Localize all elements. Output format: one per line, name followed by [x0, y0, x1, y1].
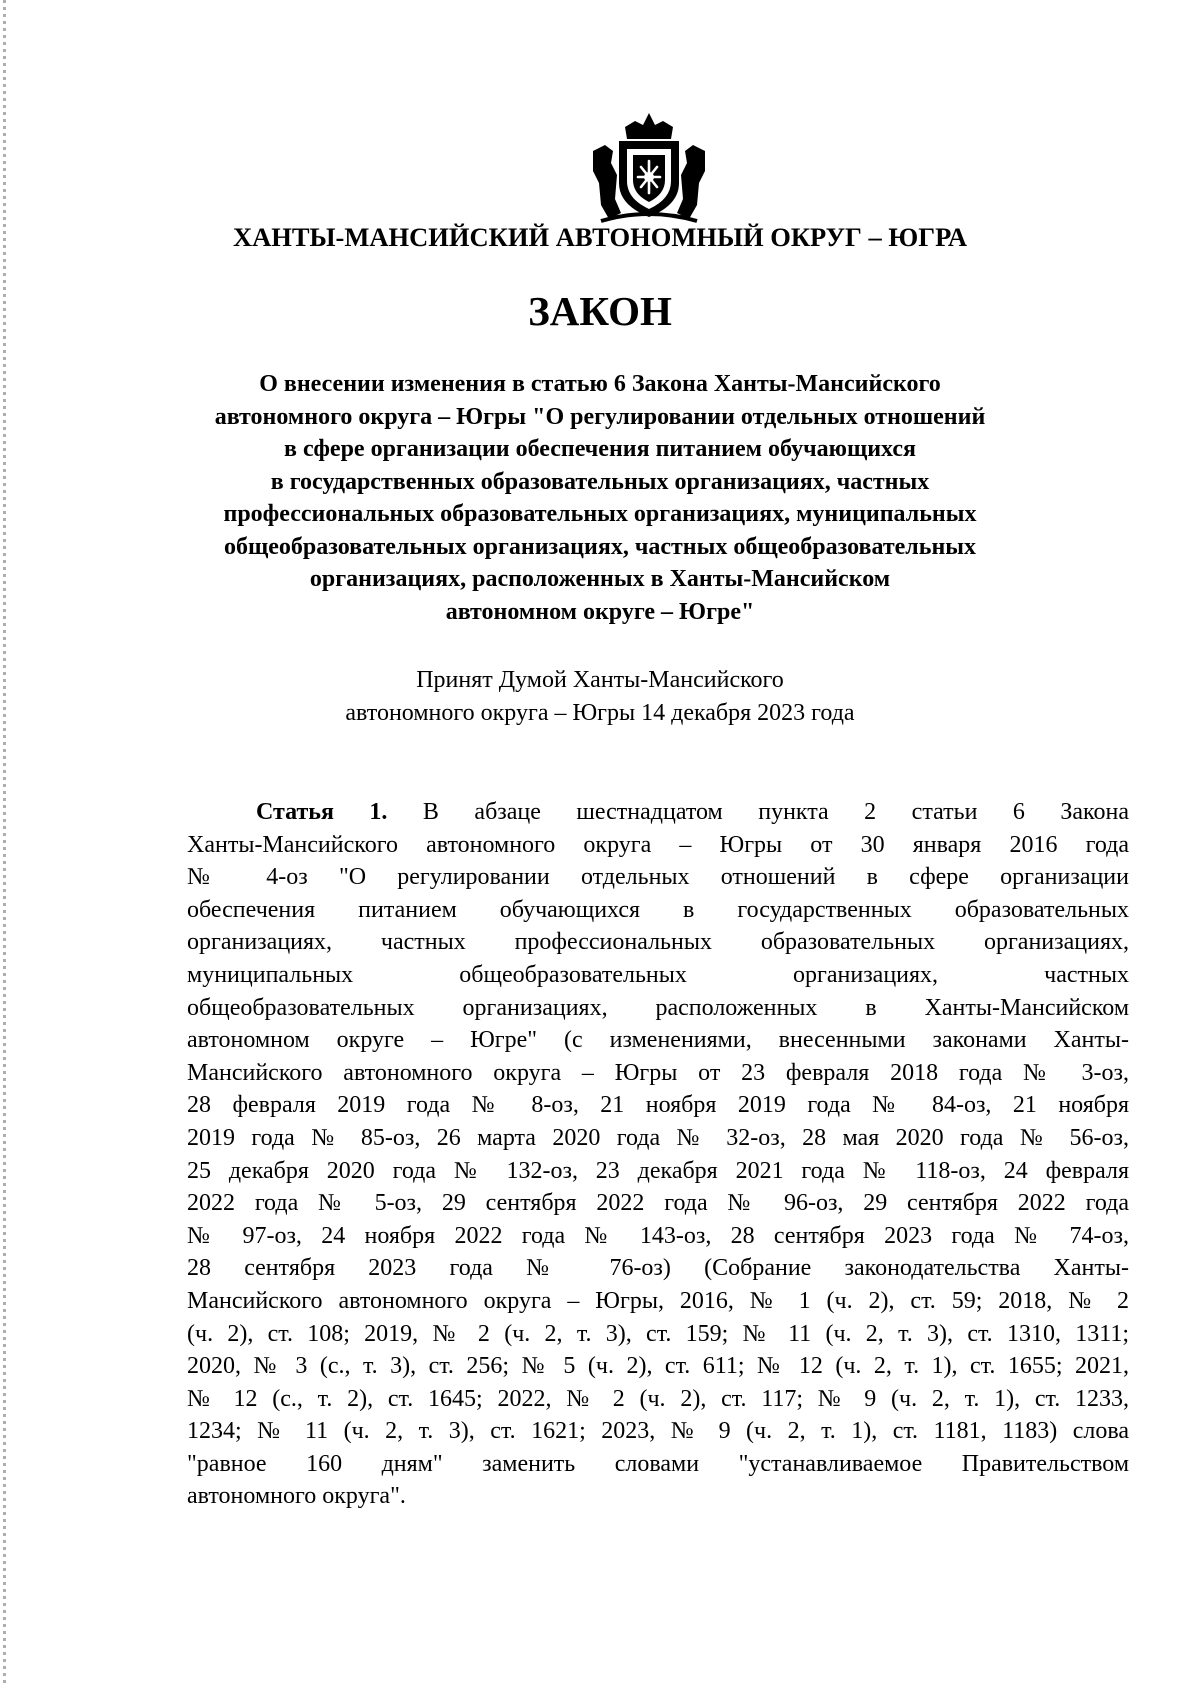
- article-line: общеобразовательных организациях, расположенных в Ханты-Мансийском: [187, 994, 1129, 1021]
- article-line: 2020, № 3 (с., т. 3), ст. 256; № 5 (ч. 2), ст. 611; № 12 (ч. 2, т. 1), ст. 1655; 2021,: [187, 1353, 1129, 1380]
- article-line: № 4-оз "О регулировании отдельных отношений в сфере организации: [187, 864, 1129, 891]
- adoption-note-line: Принят Думой Ханты-Мансийского: [416, 667, 784, 693]
- article-line: автономном округе – Югре" (с изменениями, внесенными законами Ханты-: [187, 1027, 1129, 1054]
- article-line: Ханты-Мансийского автономного округа – Югры от 30 января 2016 года: [187, 831, 1129, 858]
- article-line: 2022 года № 5-оз, 29 сентября 2022 года № 96-оз, 29 сентября 2022 года: [187, 1190, 1129, 1217]
- article-line: № 12 (с., т. 2), ст. 1645; 2022, № 2 (ч. 2), ст. 117; № 9 (ч. 2, т. 1), ст. 1233,: [187, 1385, 1129, 1412]
- region-heading: ХАНТЫ-МАНСИЙСКИЙ АВТОНОМНЫЙ ОКРУГ – ЮГРА: [232, 222, 968, 252]
- article-line: "равное 160 дням" заменить словами "устанавливаемое Правительством: [187, 1450, 1129, 1477]
- adoption-note-line: автономного округа – Югры 14 декабря 2023 года: [345, 700, 855, 726]
- article-line: муниципальных общеобразовательных организациях, частных: [187, 961, 1129, 988]
- article-1: [187, 796, 1129, 1513]
- law-title-line: общеобразовательных организациях, частных общеобразовательных: [223, 533, 977, 560]
- law-title-line: автономного округа – Югры "О регулировании отдельных отношений: [214, 403, 986, 430]
- law-title-line: в государственных образовательных организациях, частных: [270, 468, 930, 495]
- law-title: [150, 368, 1050, 628]
- article-line: № 97-оз, 24 ноября 2022 года № 143-оз, 28 сентября 2023 года № 74-оз,: [187, 1222, 1129, 1249]
- article-line: Мансийского автономного округа – Югры, 2016, № 1 (ч. 2), ст. 59; 2018, № 2: [187, 1287, 1129, 1314]
- article-line: 1234; № 11 (ч. 2, т. 3), ст. 1621; 2023, № 9 (ч. 2, т. 1), ст. 1181, 1183) слова: [187, 1418, 1129, 1445]
- article-line: 28 сентября 2023 года № 76-оз) (Собрание законодательства Ханты-: [187, 1255, 1129, 1282]
- article-line: 28 февраля 2019 года № 8-оз, 21 ноября 2019 года № 84-оз, 21 ноября: [187, 1092, 1129, 1119]
- coat-of-arms-icon: [578, 101, 720, 227]
- article-line: 25 декабря 2020 года № 132-оз, 23 декабря 2021 года № 118-оз, 24 февраля: [187, 1157, 1129, 1184]
- law-title-line: в сфере организации обеспечения питанием обучающихся: [284, 436, 916, 462]
- article-label: Статья 1.: [256, 799, 388, 825]
- document-type-heading: ЗАКОН: [528, 288, 672, 334]
- article-line: обеспечения питанием обучающихся в государственных образовательных: [187, 896, 1129, 923]
- law-title-line: профессиональных образовательных организациях, муниципальных: [223, 501, 977, 527]
- article-line: организациях, частных профессиональных образовательных организациях,: [187, 929, 1129, 956]
- article-line: (ч. 2), ст. 108; 2019, № 2 (ч. 2, т. 3), ст. 159; № 11 (ч. 2, т. 3), ст. 1310, 1311;: [187, 1320, 1129, 1347]
- article-line: [187, 796, 1129, 829]
- adoption-note: [0, 664, 1200, 730]
- article-line: 2019 года № 85-оз, 26 марта 2020 года № 32-оз, 28 мая 2020 года № 56-оз,: [187, 1124, 1129, 1151]
- article-line: Мансийского автономного округа – Югры от 23 февраля 2018 года № 3-оз,: [187, 1059, 1129, 1086]
- law-title-line: О внесении изменения в статью 6 Закона Ханты-Мансийского: [259, 371, 941, 397]
- article-line-text: В абзаце шестнадцатом пункта 2 статьи 6 Закона: [387, 799, 1129, 825]
- law-title-line: организациях, расположенных в Ханты-Мансийском: [309, 566, 891, 592]
- article-line: автономного округа".: [187, 1483, 406, 1510]
- law-title-line: автономном округе – Югре": [445, 598, 755, 625]
